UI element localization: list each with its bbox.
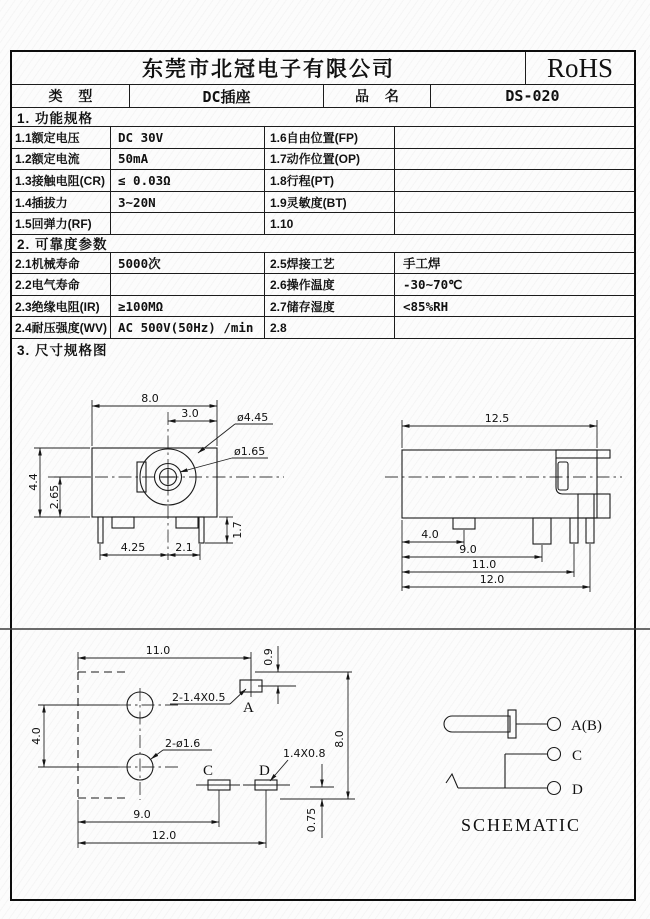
spec-label: 1.7动作位置(OP) [265, 149, 395, 170]
spec-label: 2.5焊接工艺 [265, 253, 395, 274]
schematic-label-d: D [572, 782, 583, 798]
spec-label: 1.8行程(PT) [265, 170, 395, 191]
part-number: DS-020 [505, 87, 560, 105]
schematic-barrel-flange [508, 710, 516, 738]
spec-row [12, 253, 634, 275]
bottom-view-drawing [30, 644, 355, 848]
schematic-drawing [444, 710, 602, 835]
front-view-drawing [27, 392, 284, 560]
front-tab-right [176, 517, 198, 528]
terminal-c-label: C [203, 763, 214, 779]
spec-label: 2.8 [265, 317, 395, 338]
spec-label: 2.7储存湿度 [265, 296, 395, 317]
dim-edge: 0.9 [262, 648, 275, 666]
spec-label: 1.5回弹力(RF) [12, 213, 111, 234]
dim-front-height: 4.4 [27, 473, 40, 491]
spec-label: 1.3接触电阻(CR) [12, 170, 111, 191]
spec-row [12, 149, 634, 171]
dim-front-width: 8.0 [141, 392, 159, 405]
dim-slot-d: 1.4X0.8 [283, 747, 326, 760]
schematic-barrel [444, 716, 510, 732]
dim-bottom1: 9.0 [133, 808, 151, 821]
spec-row [12, 213, 634, 235]
spec-label: 1.2额定电流 [12, 149, 111, 170]
dim-side-width: 12.5 [484, 412, 510, 425]
side-pin-mid [533, 518, 551, 544]
spec-label: 1.1额定电压 [12, 127, 111, 148]
spec-value: 50mA [111, 149, 265, 170]
front-pin-right [199, 517, 204, 543]
dim-side-c: 11.0 [471, 558, 497, 571]
side-pin-r1 [570, 518, 578, 543]
spec-value [111, 274, 265, 295]
spec-value: ≥100MΩ [111, 296, 265, 317]
dim-front-offset: 3.0 [181, 407, 199, 420]
spec-value: 手工焊 [403, 256, 441, 272]
dim-pin-diameter: ø1.65 [234, 445, 266, 458]
side-pin-r2 [586, 518, 594, 543]
side-contact-spring [558, 462, 568, 490]
spec-label: 1.6自由位置(FP) [265, 127, 395, 148]
spec-value [395, 192, 634, 213]
part-name-label: 品 名 [324, 85, 431, 107]
rohs-badge: RoHS [546, 52, 614, 83]
dim-side-d: 12.0 [479, 573, 505, 586]
company-name: 东莞市北冠电子有限公司 [12, 52, 526, 84]
spec-value: DC 30V [111, 127, 265, 148]
section3-title: 3. 尺寸规格图 [17, 343, 108, 359]
spec-value-na [395, 213, 634, 234]
spec-value-na [395, 149, 634, 170]
spec-label: 2.3绝缘电阻(IR) [12, 296, 111, 317]
section2-title: 2. 可靠度参数 [12, 235, 634, 253]
schematic-caption: SCHEMATIC [461, 815, 582, 835]
dim-edge-d: 0.75 [305, 807, 318, 833]
dim-pitch-right: 2.1 [175, 541, 193, 554]
terminal-a-label: A [243, 700, 254, 716]
spec-row [12, 317, 634, 339]
spec-value: AC 500V(50Hz) /min [111, 317, 265, 338]
dim-holes: 2-ø1.6 [165, 737, 201, 750]
side-view-drawing [385, 412, 622, 592]
spec-value: 5000次 [111, 253, 265, 274]
dim-side-b: 9.0 [459, 543, 477, 556]
type-label: 类 型 [12, 85, 130, 107]
spec-label: 1.10 [265, 213, 395, 234]
dim-side-a: 4.0 [421, 528, 439, 541]
side-tab [453, 518, 475, 529]
dim-pitch-left: 4.25 [120, 541, 146, 554]
dim-hole-pitch: 4.0 [30, 727, 43, 745]
schematic-label-a: A(B) [571, 718, 602, 734]
schematic-label-c: C [572, 748, 583, 764]
side-contact-wall [556, 458, 578, 494]
schematic-terminal-c [548, 748, 561, 761]
spec-value-na [395, 317, 634, 338]
dim-outer-diameter: ø4.45 [237, 411, 269, 424]
spec-value: <85%RH [403, 298, 449, 314]
spec-value: 3~20N [111, 192, 265, 213]
spec-label: 2.6操作温度 [265, 274, 395, 295]
dimension-drawings [0, 360, 650, 905]
spec-value: -30~70℃ [403, 277, 463, 293]
schematic-switch-lever [446, 774, 458, 788]
spec-value [395, 170, 634, 191]
dim-depth: 8.0 [333, 730, 346, 748]
spec-label: 2.4耐压强度(WV) [12, 317, 111, 338]
front-body-outline [92, 448, 217, 517]
spec-value: ≤ 0.03Ω [111, 170, 265, 191]
dim-bottom2: 12.0 [151, 829, 177, 842]
spec-label: 2.1机械寿命 [12, 253, 111, 274]
schematic-terminal-a [548, 718, 561, 731]
type-value: DC插座 [130, 85, 324, 107]
type-row [12, 85, 634, 108]
dim-bottom-width: 11.0 [145, 644, 171, 657]
dim-slot-a: 2-1.4X0.5 [172, 691, 226, 704]
spec-row [12, 127, 634, 149]
spec-label: 1.9灵敏度(BT) [265, 192, 395, 213]
spec-row [12, 274, 634, 296]
spec-row [12, 296, 634, 318]
spec-label: 2.2电气寿命 [12, 274, 111, 295]
spec-label: 1.4插拔力 [12, 192, 111, 213]
terminal-d-label: D [259, 763, 270, 779]
dim-center-height: 2.65 [48, 484, 61, 510]
section1-title: 1. 功能规格 [12, 108, 634, 127]
dim-pin-length: 1.7 [231, 521, 244, 539]
title-row [12, 52, 634, 85]
spec-row [12, 170, 634, 192]
side-top-tab [556, 450, 610, 458]
spec-value [395, 127, 634, 148]
schematic-terminal-d [548, 782, 561, 795]
spec-row [12, 192, 634, 214]
spec-value-na [111, 213, 265, 234]
front-tab-left [112, 517, 134, 528]
front-pin-left [98, 517, 103, 543]
